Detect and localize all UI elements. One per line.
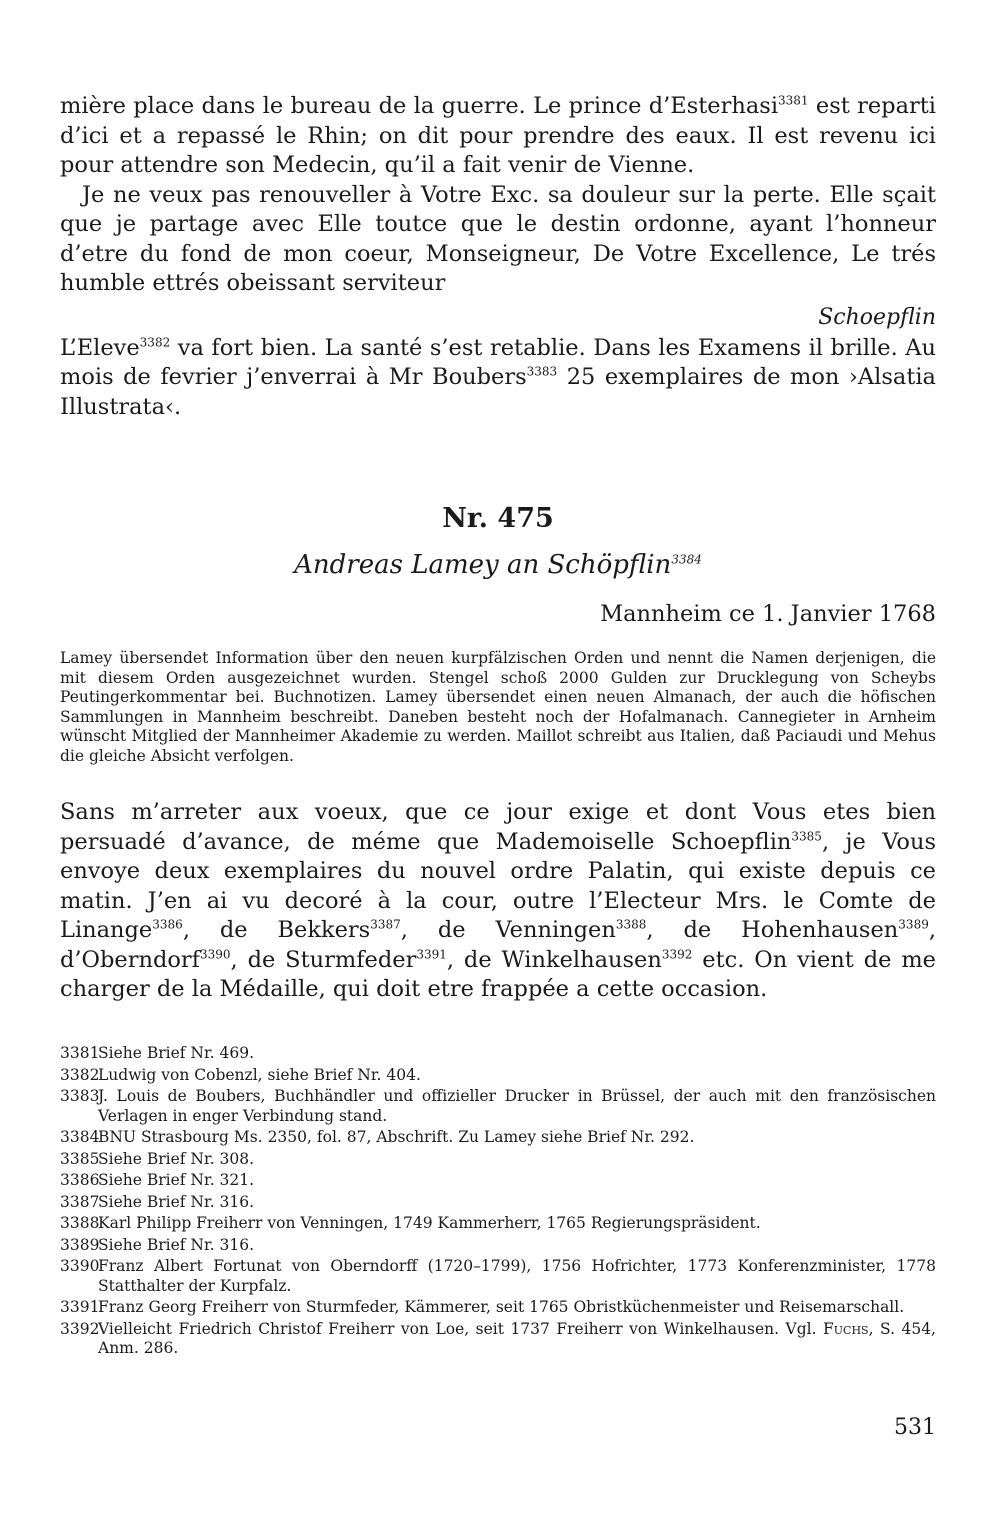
footnote-ref[interactable]: 3385 xyxy=(791,829,822,843)
footnote-ref[interactable]: 3382 xyxy=(139,335,171,349)
footnote-number: 3391 xyxy=(60,1298,100,1316)
letter-text: Sans m’arreter aux voeux, que ce jour exige et dont Vous etes bien persuadé d’avance, de méme que Mademoiselle Schoepflin$^{3385}$, je Vous envoye deux exemplaires du nouvel ordre Palatin, qui existe depuis ce matin. J’en ai vu decoré à la cour, outre l’Electeur Mrs. le Comte de Linange$^{3386}$, de Bekkers$^{3387}$, de Venningen$^{3388}$, de Hohenhausen$^{3389}$, d’Oberndorf$^{3390}$, de Sturmfeder$^{3391}$, de Winkelhausen$^{3392}$ etc. On vient de me charger de la Médaille, qui doit etre frappée a cette occasion. xyxy=(60,799,937,1002)
footnote xyxy=(60,1066,936,1086)
footnote-number: 3385 xyxy=(60,1149,100,1168)
letter-title: Andreas Lamey an Schöpflin$^{3384}$ xyxy=(294,550,702,580)
footnote xyxy=(60,1193,936,1213)
footnote-text: Franz Georg Freiherr von Sturmfeder, Kämmerer, seit 1765 Obristküchenmeister und Reisemarschall. xyxy=(98,1298,905,1316)
footnote-ref[interactable]: 3381 xyxy=(778,93,809,108)
footnote-text: Siehe Brief Nr. 308. xyxy=(98,1149,255,1168)
footnote-ref[interactable]: 3388 xyxy=(615,917,647,932)
footnote-number: 3381 xyxy=(60,1044,100,1062)
footnote xyxy=(60,1087,936,1126)
footnote-ref[interactable]: 3383 xyxy=(526,364,558,379)
author-smallcaps: Fuchs xyxy=(823,1319,869,1338)
letter-number: Nr. 475 xyxy=(442,503,554,534)
footnote-text: Siehe Brief Nr. 321. xyxy=(98,1171,255,1189)
regest-summary: Lamey übersendet Information über den neuen kurpfälzischen Orden und nennt die Namen derjenigen, die mit diesem Orden ausgezeichnet wurden. Stengel schoß 2000 Gulden zur Drucklegung von Scheybs Peutingerkommentar bei. Buchnotizen. Lamey übersendet einen neuen Almanach, der auch die höfischen Sammlungen in Mannheim beschreibt. Daneben besteht noch der Hofalmanach. Cannegieter in Arnheim wünscht Mitglied der Mannheimer Akademie zu werden. Maillot schreibt aus Italien, daß Paciaudi und Mehus die gleiche Absicht verfolgen. xyxy=(60,649,936,765)
place-date: Mannheim ce 1. Janvier 1768 xyxy=(600,601,936,627)
footnote-number: 3387 xyxy=(60,1192,100,1211)
page-number: 531 xyxy=(894,1415,936,1440)
signature: Schoepflin xyxy=(818,304,936,330)
footnote xyxy=(60,1214,936,1234)
footnote-number: 3383 xyxy=(60,1087,100,1105)
footnote-text: Vielleicht Friedrich Christof Freiherr von Loe, seit 1737 Freiherr von Winkelhausen. Vgl. Fuchs, S. 454, Anm. 286. xyxy=(98,1319,936,1357)
footnote xyxy=(60,1257,936,1296)
footnote xyxy=(60,1171,936,1191)
footnote-number: 3386 xyxy=(60,1171,100,1189)
footnote-text: BNU Strasbourg Ms. 2350, fol. 87, Abschrift. Zu Lamey siehe Brief Nr. 292. xyxy=(98,1128,695,1146)
footnote-ref[interactable]: 3392 xyxy=(661,947,693,961)
footnote-number: 3390 xyxy=(60,1257,100,1275)
footnote xyxy=(60,1150,936,1170)
postscript: L’Eleve$^{3382}$ va fort bien. La santé s’est retablie. Dans les Examens il brille. Au mois de fevrier j’enverrai à Mr Boubers$^{3383}$ 25 exemplaires de mon ›Alsatia Illustrata‹. xyxy=(60,334,936,420)
footnote-number: 3388 xyxy=(60,1214,100,1232)
footnotes xyxy=(60,1044,936,1361)
footnote-ref[interactable]: 3390 xyxy=(200,947,231,961)
footnote-text: Karl Philipp Freiherr von Venningen, 1749 Kammerherr, 1765 Regierungspräsident. xyxy=(98,1214,761,1232)
footnote-text: J. Louis de Boubers, Buchhändler und offizieller Drucker in Brüssel, der auch mit den französischen Verlagen in enger Verbindung stand. xyxy=(98,1087,936,1125)
footnote-text: Ludwig von Cobenzl, siehe Brief Nr. 404. xyxy=(98,1065,421,1084)
footnote-ref[interactable]: 3384 xyxy=(671,552,702,567)
paragraph: Je ne veux pas renouveller à Votre Exc. sa douleur sur la perte. Elle sçait que je partage avec Elle toutce que le destin ordonne, ayant l’honneur d’etre du fond de mon coeur, Monseigneur, De Votre Excellence, Le trés humble ettrés obeissant serviteur xyxy=(60,181,936,296)
footnote xyxy=(60,1044,936,1064)
paragraph: mière place dans le bureau de la guerre. Le prince d’Esterhasi$^{3381}$ est reparti d’ici et a repassé le Rhin; on dit pour prendre des eaux. Il est revenu ici pour attendre son Medecin, qu’il a fait venir de Vienne. xyxy=(60,93,936,178)
footnote xyxy=(60,1298,936,1318)
footnote xyxy=(60,1236,936,1256)
footnote xyxy=(60,1128,936,1148)
footnote-number: 3392 xyxy=(60,1319,100,1338)
footnote-ref[interactable]: 3386 xyxy=(152,917,183,932)
footnote-text: Siehe Brief Nr. 316. xyxy=(98,1235,255,1254)
footnote-ref[interactable]: 3387 xyxy=(370,917,401,932)
page-content xyxy=(60,92,936,1005)
footnote-text: Franz Albert Fortunat von Oberndorff (1720–1799), 1756 Hofrichter, 1773 Konferenzminister, 1778 Statthalter der Kurpfalz. xyxy=(98,1257,936,1295)
footnote-text: Siehe Brief Nr. 469. xyxy=(98,1044,255,1062)
footnote-number: 3384 xyxy=(60,1128,100,1146)
footnote-ref[interactable]: 3391 xyxy=(416,947,447,961)
footnote-ref[interactable]: 3389 xyxy=(898,917,929,932)
footnote xyxy=(60,1320,936,1359)
footnote-number: 3382 xyxy=(60,1065,100,1084)
footnote-number: 3389 xyxy=(60,1235,100,1254)
footnote-text: Siehe Brief Nr. 316. xyxy=(98,1192,255,1211)
